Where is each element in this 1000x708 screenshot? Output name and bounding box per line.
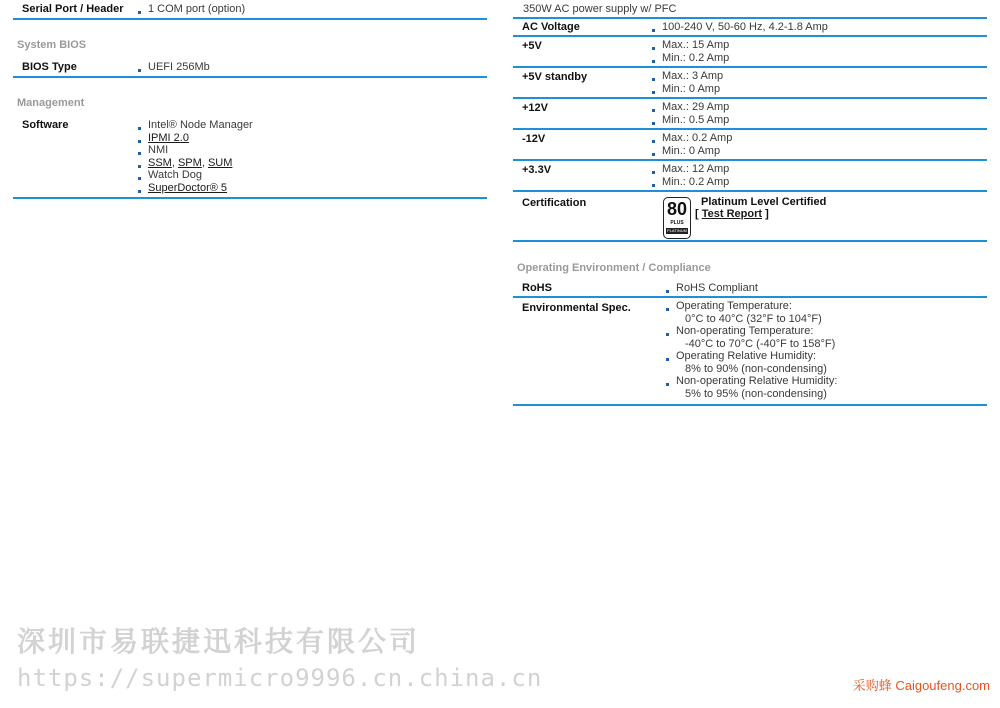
p5v-row — [513, 37, 987, 68]
certification-title: Platinum Level Certified — [701, 196, 827, 208]
list-item: 5% to 95% (non-condensing) — [685, 387, 827, 400]
url-watermark: https://supermicro9996.cn.china.cn — [17, 664, 543, 692]
software-row — [13, 79, 487, 199]
env-spec-label: Environmental Spec. — [522, 302, 631, 314]
list-item: Max.: 29 Amp — [652, 101, 729, 114]
env-heading-block — [513, 242, 987, 278]
ac-voltage-label: AC Voltage — [522, 21, 580, 33]
list-item: Max.: 12 Amp — [652, 163, 729, 176]
list-item: UEFI 256Mb — [138, 61, 210, 74]
certification-text — [695, 196, 827, 220]
list-item: 8% to 90% (non-condensing) — [685, 362, 827, 375]
sum-link[interactable]: SUM — [207, 156, 233, 169]
management-heading: Management — [17, 97, 85, 109]
certification-row — [513, 192, 987, 242]
p5v-values — [652, 39, 729, 64]
left-spec-column — [13, 0, 487, 194]
p5v-standby-label: +5V standby — [522, 71, 588, 83]
p5v-standby-row — [513, 68, 987, 99]
bios-row — [13, 40, 487, 78]
list-item — [138, 132, 253, 145]
ac-voltage-row — [513, 19, 987, 37]
list-item — [138, 182, 253, 195]
list-item: Watch Dog — [138, 169, 253, 182]
superdoctor-link[interactable]: SuperDoctor® 5 — [148, 181, 228, 194]
list-item: Max.: 0.2 Amp — [652, 132, 732, 145]
m12v-values — [652, 132, 732, 157]
list-item: Operating Relative Humidity: — [666, 350, 837, 363]
list-item: Max.: 3 Amp — [652, 70, 723, 83]
rohs-values — [666, 282, 758, 295]
list-item: Min.: 0.2 Amp — [652, 52, 729, 65]
list-item: Non-operating Relative Humidity: — [666, 375, 837, 388]
caigoufeng-brand: 采购蜂 Caigoufeng.com — [852, 678, 990, 693]
p33v-row — [513, 161, 987, 192]
software-values — [138, 119, 253, 194]
list-item: SSM, SPM, SUM — [138, 157, 253, 170]
p33v-label: +3.3V — [522, 164, 552, 176]
m12v-row — [513, 130, 987, 161]
p12v-label: +12V — [522, 102, 548, 114]
list-item: Intel® Node Manager — [138, 119, 253, 132]
psu-title: 350W AC power supply w/ PFC — [523, 3, 677, 15]
p33v-values — [652, 163, 729, 188]
list-item: Operating Temperature: — [666, 300, 837, 313]
p12v-row — [513, 99, 987, 130]
list-item: Min.: 0.2 Amp — [652, 176, 729, 189]
test-report-line: [ Test Report ] — [695, 208, 769, 220]
list-item: NMI — [138, 144, 253, 157]
env-spec-row — [513, 298, 987, 406]
company-watermark: 深圳市易联捷迅科技有限公司 — [17, 625, 421, 658]
80-plus-platinum-logo: 80 PLUS PLATINUM — [663, 197, 691, 239]
list-item: Non-operating Temperature: — [666, 325, 837, 338]
software-label: Software — [22, 119, 69, 131]
list-item: 0°C to 40°C (32°F to 104°F) — [685, 312, 822, 325]
m12v-label: -12V — [522, 133, 546, 145]
list-item: Min.: 0.5 Amp — [652, 114, 729, 127]
serial-port-row — [13, 0, 487, 20]
list-item: RoHS Compliant — [666, 282, 758, 295]
env-heading: Operating Environment / Compliance — [517, 262, 711, 274]
right-spec-column — [513, 0, 987, 406]
spm-link[interactable]: SPM — [177, 156, 202, 169]
env-spec-values — [666, 300, 837, 400]
p5v-standby-values — [652, 70, 723, 95]
list-item: 1 COM port (option) — [138, 3, 245, 16]
bios-type-label: BIOS Type — [22, 61, 77, 73]
ac-voltage-values — [652, 21, 828, 34]
serial-port-label: Serial Port / Header — [22, 3, 124, 15]
list-item: Min.: 0 Amp — [652, 83, 723, 96]
ipmi-link[interactable]: IPMI 2.0 — [148, 131, 189, 144]
certification-label: Certification — [522, 197, 587, 209]
bios-values — [138, 61, 210, 74]
rohs-row — [513, 278, 987, 298]
test-report-link[interactable]: Test Report — [701, 208, 763, 220]
ssm-link[interactable]: SSM — [148, 156, 172, 169]
rohs-label: RoHS — [522, 282, 552, 294]
list-item: Min.: 0 Amp — [652, 145, 732, 158]
p5v-label: +5V — [522, 40, 542, 52]
psu-title-row — [513, 0, 987, 19]
list-item: 100-240 V, 50-60 Hz, 4.2-1.8 Amp — [652, 21, 828, 34]
list-item: Max.: 15 Amp — [652, 39, 729, 52]
serial-port-values — [138, 3, 245, 16]
list-item: -40°C to 70°C (-40°F to 158°F) — [685, 337, 836, 350]
p12v-values — [652, 101, 729, 126]
system-bios-heading: System BIOS — [17, 39, 87, 51]
